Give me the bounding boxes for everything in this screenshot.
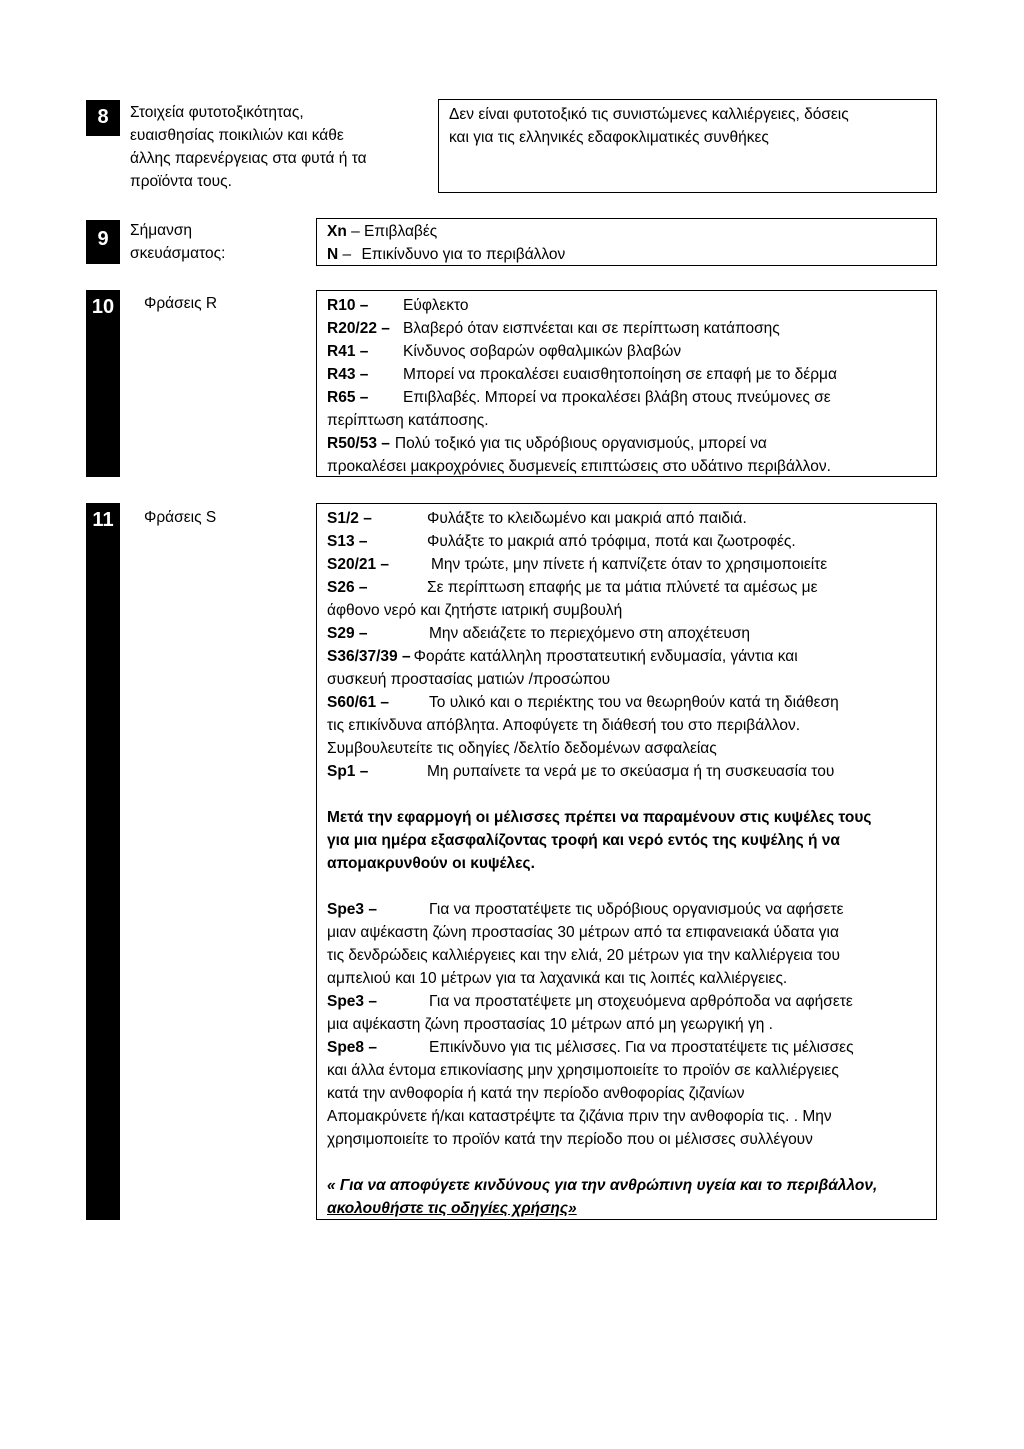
hazard-text: Επιβλαβές: [364, 223, 438, 240]
hazard-n: [327, 243, 926, 266]
phrase-text: Μπορεί να προκαλέσει ευαισθητοποίηση σε επαφή με το δέρμα: [403, 366, 837, 383]
label-line: Σήμανση: [130, 222, 193, 239]
phrase-continuation: τις δενδρώδεις καλλιέργειες και την ελιά, 20 μέτρων για την καλλιέργεια του: [327, 947, 840, 964]
phrase-continuation: Συμβουλευτείτε τις οδηγίες /δελτίο δεδομένων ασφαλείας: [327, 740, 717, 757]
bees-warning: [327, 806, 926, 875]
phrase-text: Μην τρώτε, μην πίνετε ή καπνίζετε όταν το χρησιμοποιείτε: [431, 556, 828, 573]
phrase-text: Φυλάξτε το μακριά από τρόφιμα, ποτά και ζωοτροφές.: [427, 533, 796, 550]
s-phrase-s36-37-39: [327, 645, 926, 668]
s-phrase-sp1: [327, 760, 926, 783]
phrase-continuation: μια αψέκαστη ζώνη προστασίας 10 μέτρων από μη γεωργική γη .: [327, 1016, 773, 1033]
section-8-content-box: [438, 99, 937, 193]
r-phrase-r20-22: [327, 317, 926, 340]
phrase-code: R20/22 –: [327, 320, 390, 337]
phrase-code: S29 –: [327, 625, 368, 642]
s-phrase-s29: [327, 622, 926, 645]
s-phrase-s60-61: [327, 691, 926, 714]
hazard-code: N: [327, 246, 339, 263]
phrase-text: Μη ρυπαίνετε τα νερά με το σκεύασμα ή τη συσκευασία του: [427, 763, 835, 780]
phrase-code: S36/37/39 –: [327, 648, 411, 665]
final-note-line: ακολουθήστε τις οδηγίες χρήσης»: [327, 1200, 577, 1217]
section-number-9: [86, 220, 120, 264]
phrase-text: Μην αδειάζετε το περιεχόμενο στη αποχέτευση: [429, 625, 751, 642]
r-phrase-r10: [327, 294, 926, 317]
phrase-code: Sp1 –: [327, 763, 369, 780]
content-line: και για τις ελληνικές εδαφοκλιματικές συνθήκες: [449, 129, 769, 146]
hazard-code: Xn: [327, 223, 347, 240]
phrase-code: R41 –: [327, 343, 369, 360]
s-phrase-s20-21: [327, 553, 926, 576]
phrase-text: Φοράτε κατάλληλη προστατευτική ενδυμασία, γάντια και: [413, 648, 798, 665]
phrase-continuation: μιαν αψέκαστη ζώνη προστασίας 30 μέτρων από τα επιφανειακά ύδατα για: [327, 924, 839, 941]
phrase-text: Επικίνδυνο για τις μέλισσες. Για να προστατέψετε τις μέλισσες: [429, 1039, 854, 1056]
section-10-label: Φράσεις R: [144, 295, 218, 312]
section-number-10: [86, 290, 120, 477]
phrase-text: Κίνδυνος σοβαρών οφθαλμικών βλαβών: [403, 343, 682, 360]
s-phrase-s13: [327, 530, 926, 553]
phrase-text: Για να προστατέψετε μη στοχευόμενα αρθρόποδα να αφήσετε: [429, 993, 853, 1010]
phrase-code: S60/61 –: [327, 694, 390, 711]
phrase-code: R50/53 –: [327, 435, 390, 452]
r-phrase-r65: [327, 386, 926, 409]
hazard-xn: [327, 220, 926, 243]
phrase-code: R43 –: [327, 366, 369, 383]
phrase-continuation: τις επικίνδυνα απόβλητα. Αποφύγετε τη διάθεσή του στο περιβάλλον.: [327, 717, 801, 734]
phrase-text: Εύφλεκτο: [403, 297, 469, 314]
label-line: ευαισθησίας ποικιλιών και κάθε: [130, 127, 344, 144]
content-line: Δεν είναι φυτοτοξικό τις συνιστώμενες καλλιέργειες, δόσεις: [449, 106, 849, 123]
bees-warning-line: απομακρυνθούν οι κυψέλες.: [327, 855, 535, 872]
phrase-text: Φυλάξτε το κλειδωμένο και μακριά από παιδιά.: [427, 510, 747, 527]
section-number-11: [86, 503, 120, 1220]
phrase-text: Για να προστατέψετε τις υδρόβιους οργανισμούς να αφήσετε: [429, 901, 844, 918]
phrase-continuation: προκαλέσει μακροχρόνιες δυσμενείς επιπτώσεις στο υδάτινο περιβάλλον.: [327, 458, 831, 475]
label-line: σκευάσματος:: [130, 245, 226, 262]
phrase-text: Σε περίπτωση επαφής με τα μάτια πλύνετέ τα αμέσως με: [427, 579, 818, 596]
phrase-continuation: χρησιμοποιείτε το προϊόν κατά την περίοδο που οι μέλισσες συλλέγουν: [327, 1131, 813, 1148]
section-11-label: Φράσεις S: [144, 509, 217, 526]
phrase-continuation: περίπτωση κατάποσης.: [327, 412, 489, 429]
phrase-code: Spe3 –: [327, 901, 377, 918]
s-phrase-s1-2: [327, 507, 926, 530]
section-9-content-box: [316, 218, 937, 266]
section-number-text: 10: [91, 296, 115, 318]
phrase-continuation: και άλλα έντομα επικονίασης μην χρησιμοποιείτε το προϊόν σε καλλιέργειες: [327, 1062, 839, 1079]
section-number-text: 8: [97, 106, 109, 128]
final-note-line: « Για να αποφύγετε κινδύνους για την ανθρώπινη υγεία και το περιβάλλον,: [327, 1177, 878, 1194]
label-line: άλλης παρενέργειας στα φυτά ή τα: [130, 150, 367, 167]
phrase-continuation: κατά την ανθοφορία ή κατά την περίοδο ανθοφορίας ζιζανίων: [327, 1085, 745, 1102]
section-11-content-box: [316, 503, 937, 1220]
s-phrase-spe3-aquatic: [327, 898, 926, 921]
phrase-text: Το υλικό και ο περιέκτης του να θεωρηθούν κατά τη διάθεση: [429, 694, 839, 711]
hazard-text: Επικίνδυνο για το περιβάλλον: [361, 246, 566, 263]
r-phrase-r50-53: [327, 432, 926, 455]
s-phrase-spe3-arthropods: [327, 990, 926, 1013]
bees-warning-line: Μετά την εφαρμογή οι μέλισσες πρέπει να παραμένουν στις κυψέλες τους: [327, 809, 872, 826]
phrase-text: Επιβλαβές. Μπορεί να προκαλέσει βλάβη στους πνεύμονες σε: [403, 389, 831, 406]
phrase-continuation: άφθονο νερό και ζητήστε ιατρική συμβουλή: [327, 602, 623, 619]
s-phrase-s26: [327, 576, 926, 599]
phrase-continuation: συσκευή προστασίας ματιών /προσώπου: [327, 671, 611, 688]
phrase-code: S20/21 –: [327, 556, 390, 573]
phrase-code: S13 –: [327, 533, 368, 550]
phrase-continuation: αμπελιού και 10 μέτρων για τα λαχανικά και τις λοιπές καλλιέργειες.: [327, 970, 788, 987]
section-number-text: 11: [92, 509, 114, 531]
label-line: Στοιχεία φυτοτοξικότητας,: [130, 104, 304, 121]
phrase-code: Spe3 –: [327, 993, 377, 1010]
r-phrase-r41: [327, 340, 926, 363]
section-10-content-box: [316, 290, 937, 477]
r-phrase-r43: [327, 363, 926, 386]
phrase-code: S1/2 –: [327, 510, 372, 527]
phrase-code: S26 –: [327, 579, 368, 596]
phrase-text: Βλαβερό όταν εισπνέεται και σε περίπτωση κατάποσης: [403, 320, 780, 337]
section-9-label: [130, 219, 290, 265]
hazard-sep: –: [346, 223, 365, 240]
section-8-label: [130, 101, 430, 193]
phrase-continuation: Απομακρύνετε ή/και καταστρέψτε τα ζιζάνια πριν την ανθοφορία τις. . Μην: [327, 1108, 832, 1125]
phrase-code: Spe8 –: [327, 1039, 377, 1056]
label-line: προϊόντα τους.: [130, 173, 232, 190]
bees-warning-line: για μια ημέρα εξασφαλίζοντας τροφή και νερό εντός της κυψέλης ή να: [327, 832, 840, 849]
final-note: [327, 1174, 926, 1220]
section-number-8: [86, 100, 120, 136]
phrase-code: R10 –: [327, 297, 369, 314]
phrase-text: Πολύ τοξικό για τις υδρόβιους οργανισμούς, μπορεί να: [394, 435, 767, 452]
s-phrase-spe8: [327, 1036, 926, 1059]
phrase-code: R65 –: [327, 389, 369, 406]
section-number-text: 9: [97, 228, 109, 250]
hazard-sep: –: [338, 246, 356, 263]
